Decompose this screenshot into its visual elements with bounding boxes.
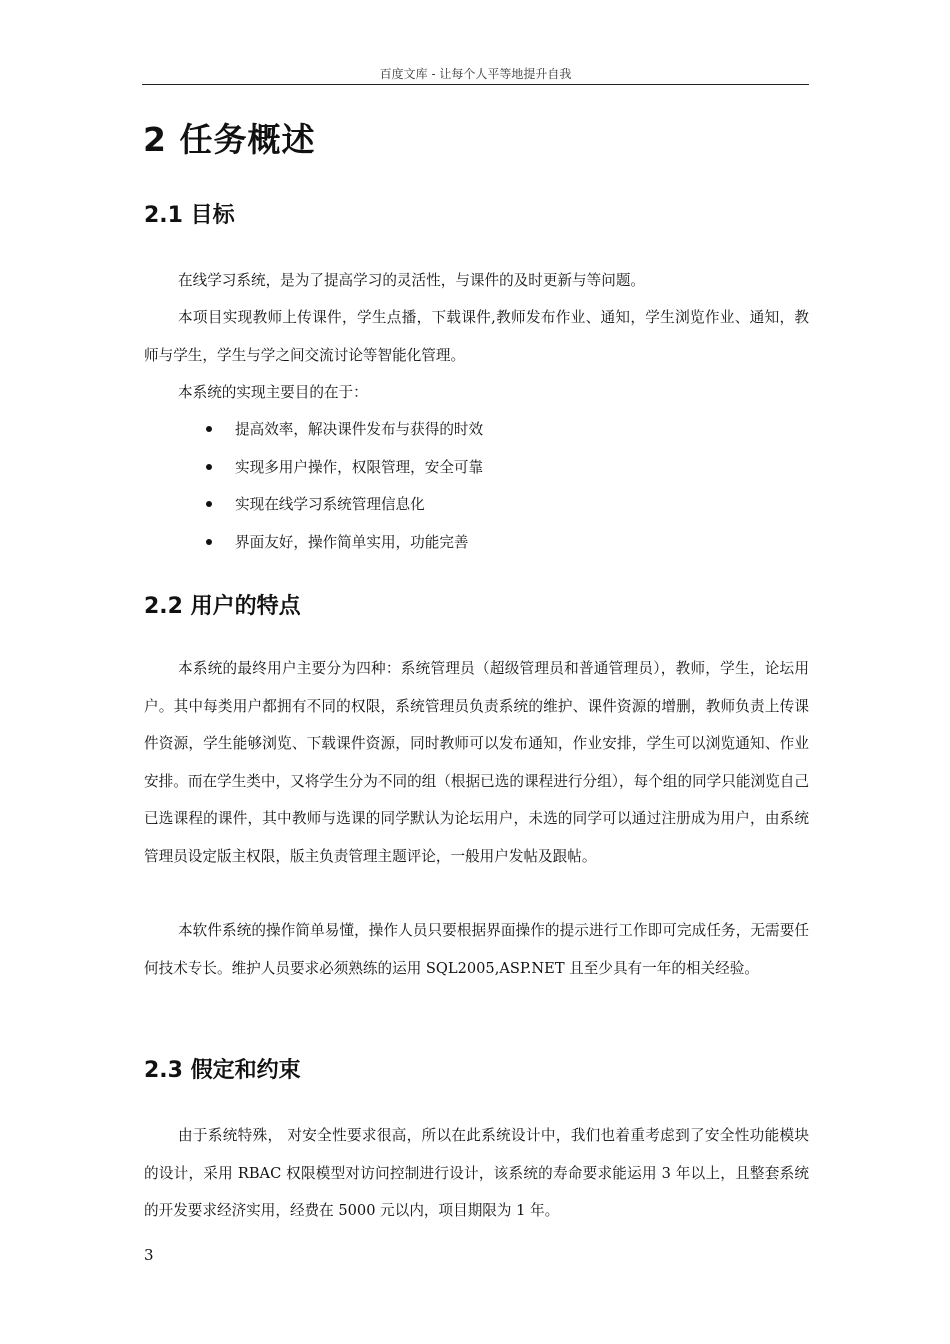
list-item <box>200 449 483 487</box>
section-heading-user-features: 2.2 用户的特点 <box>144 594 301 619</box>
users-paragraph-1: 本系统的最终用户主要分为四种：系统管理员（超级管理员和普通管理员），教师，学生，论坛用户。其中每类用户都拥有不同的权限，系统管理员负责系统的维护、课件资源的增删，教师负责上传课件资源，学生能够浏览、下载课件资源，同时教师可以发布通知，作业安排，学生可以浏览通知、作业安排。而在学生类中，又将学生分为不同的组（根据已选的课程进行分组），每个组的同学只能浏览自己已选课程的课件，其中教师与选课的同学默认为论坛用户，未选的同学可以通过注册成为用户，由系统管理员设定版主权限，版主负责管理主题评论，一般用户发帖及跟帖。 <box>144 660 809 865</box>
bullet-icon <box>206 426 212 432</box>
goals-paragraph-1: 在线学习系统，是为了提高学习的灵活性，与课件的及时更新与等问题。 <box>178 272 646 289</box>
bullet-icon <box>206 539 212 545</box>
chapter-title: 2 任务概述 <box>143 120 316 159</box>
running-header: 百度文库 - 让每个人平等地提升自我 <box>379 67 572 81</box>
page-number: 3 <box>144 1246 154 1264</box>
list-item <box>200 524 483 562</box>
list-item-text: 界面友好，操作简单实用，功能完善 <box>235 533 469 551</box>
list-item <box>200 411 483 449</box>
bullet-icon <box>206 501 212 507</box>
assumptions-paragraph-1: 由于系统特殊， 对安全性要求很高，所以在此系统设计中，我们也着重考虑到了安全性功能模块的设计，采用 RBAC 权限模型对访问控制进行设计，该系统的寿命要求能运用 3 年以上，且整套系统的开发要求经济实用，经费在 5000 元以内，项目期限为 1 年。 <box>144 1127 809 1219</box>
bullet-icon <box>206 464 212 470</box>
section-heading-assumptions: 2.3 假定和约束 <box>144 1058 301 1083</box>
users-paragraph-2: 本软件系统的操作简单易懂，操作人员只要根据界面操作的提示进行工作即可完成任务，无需要任何技术专长。维护人员要求必须熟练的运用 SQL2005,ASP.NET 且至少具有一年的相关经验。 <box>144 922 809 977</box>
goals-bullet-list <box>200 411 483 561</box>
list-item-text: 实现多用户操作，权限管理，安全可靠 <box>235 458 484 476</box>
header-divider <box>142 84 809 85</box>
goals-paragraph-2: 本项目实现教师上传课件，学生点播，下载课件,教师发布作业、通知，学生浏览作业、通知，教师与学生，学生与学之间交流讨论等智能化管理。 <box>144 309 809 364</box>
list-item-text: 实现在线学习系统管理信息化 <box>235 496 425 513</box>
list-item <box>200 486 483 524</box>
section-heading-goals: 2.1 目标 <box>144 203 235 228</box>
list-item-text: 提高效率，解决课件发布与获得的时效 <box>235 421 484 438</box>
goals-paragraph-3: 本系统的实现主要目的在于： <box>178 384 368 401</box>
